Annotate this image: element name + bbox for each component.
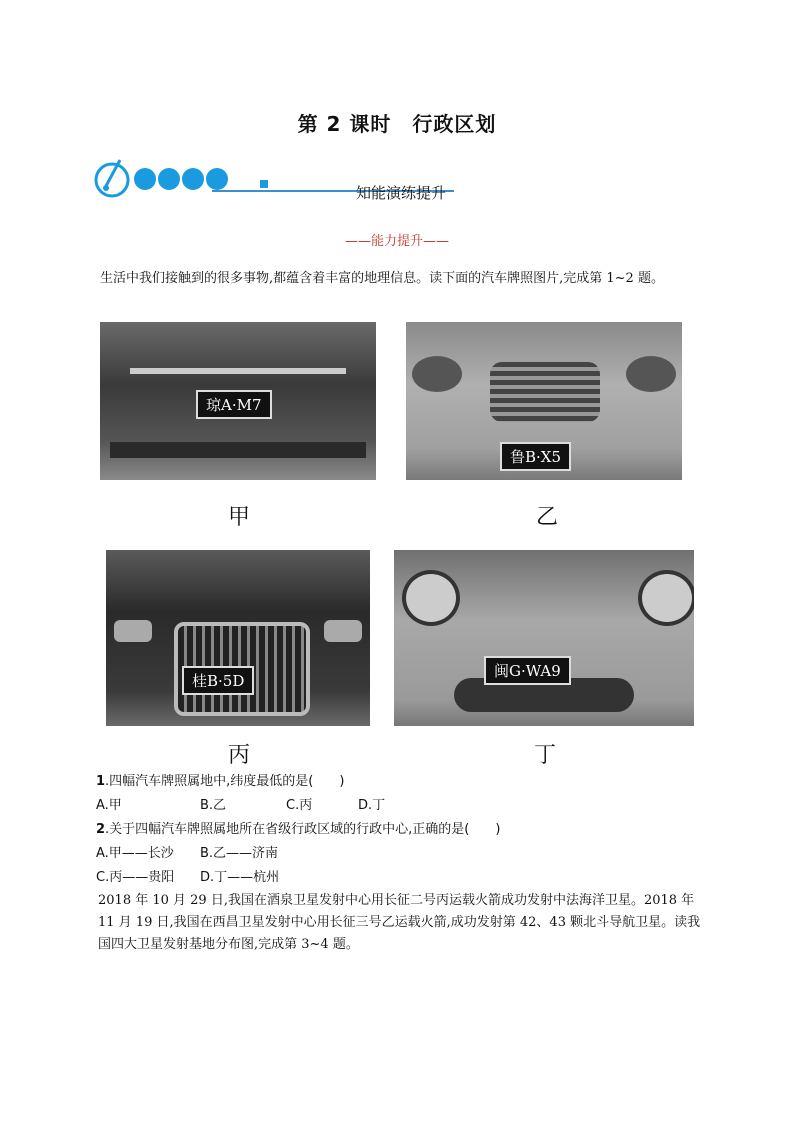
banner-dot: [206, 168, 228, 190]
car-caption: 乙: [536, 505, 559, 530]
section-title: ——能力提升——: [344, 234, 449, 249]
question-stem: .关于四幅汽车牌照属地所在省级行政区域的行政中心,正确的是( ): [105, 822, 501, 837]
question-stem: .四幅汽车牌照属地中,纬度最低的是( ): [105, 774, 345, 789]
option-b: B.乙——济南: [200, 846, 279, 861]
option-d: D.丁——杭州: [200, 870, 280, 885]
car-caption: 丙: [228, 743, 251, 768]
banner-text: 知能演练提升: [356, 184, 447, 202]
option-c: C.丙: [286, 798, 313, 813]
banner-dot: [158, 168, 180, 190]
launch-paragraph: 2018 年 10 月 29 日,我国在酒泉卫星发射中心用长征二号丙运载火箭成功发射中法海洋卫星。2018 年 11 月 19 日,我国在西昌卫星发射中心用长征三号乙运载火箭,成功发射第 42、43 颗北斗导航卫星。读我国四大卫星发射基地分布图,完成第 3~4 题。: [98, 893, 701, 952]
car-photo-jia: [100, 322, 376, 480]
license-plate: 琼A·M7: [196, 390, 272, 419]
small-square-icon: [260, 180, 268, 188]
option-a: A.甲——长沙: [96, 846, 174, 861]
question-2: [96, 818, 716, 890]
question-1: [96, 770, 716, 818]
brush-logo-icon: [94, 158, 130, 198]
option-a: A.甲: [96, 798, 122, 813]
question-number: 1: [96, 774, 106, 789]
license-plate: 鲁B·X5: [500, 442, 571, 471]
page-title: 第 2 课时 行政区划: [297, 112, 497, 136]
banner-dot: [182, 168, 204, 190]
car-caption: 丁: [534, 743, 557, 768]
license-plate: 闽G·WA9: [484, 656, 571, 685]
banner-dot: [134, 168, 156, 190]
option-d: D.丁: [358, 798, 386, 813]
car-photo-bing: [106, 550, 370, 726]
question-number: 2: [96, 822, 106, 837]
intro-paragraph: 生活中我们接触到的很多事物,都蕴含着丰富的地理信息。读下面的汽车牌照图片,完成第 1~2 题。: [100, 271, 664, 286]
section-banner: [94, 158, 494, 206]
car-caption: 甲: [228, 505, 251, 530]
car-photo-yi: [406, 322, 682, 480]
car-photo-ding: [394, 550, 694, 726]
license-plate: 桂B·5D: [182, 666, 254, 695]
option-c: C.丙——贵阳: [96, 870, 175, 885]
option-b: B.乙: [200, 798, 227, 813]
